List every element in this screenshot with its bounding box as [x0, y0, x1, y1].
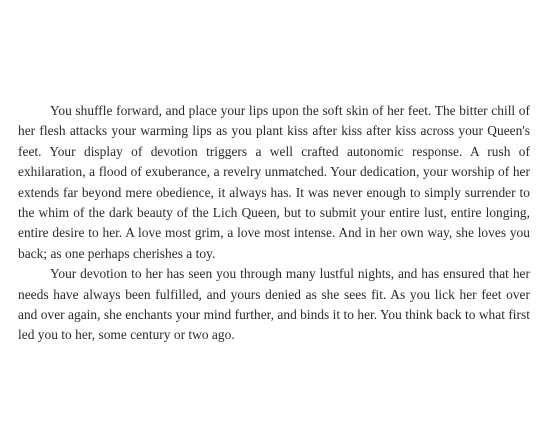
story-text: [18, 101, 530, 346]
paragraph-1: You shuffle forward, and place your lips upon the soft skin of her feet. The bitter chill of her flesh attacks your warming lips as you plant kiss after kiss after kiss across your Queen's feet. Your display of devotion triggers a well crafted autonomic response. A rush of exhilaration, a flood of exuberance, a revelry unmatched. Your dedication, your worship of her extends far beyond mere obedience, it always has. It was never enough to simply surrender to the whim of the dark beauty of the Lich Queen, but to submit your entire lust, entire longing, entire desire to her. A love most grim, a love most intense. And in her own way, she loves you back; as one perhaps cherishes a toy.: [18, 103, 530, 261]
paragraph-2: Your devotion to her has seen you through many lustful nights, and has ensured that her needs have always been fulfilled, and yours denied as she sees fit. As you lick her feet over and over again, she enchants your mind further, and binds it to her. You think back to what first led you to her, some century or two ago.: [18, 266, 530, 343]
